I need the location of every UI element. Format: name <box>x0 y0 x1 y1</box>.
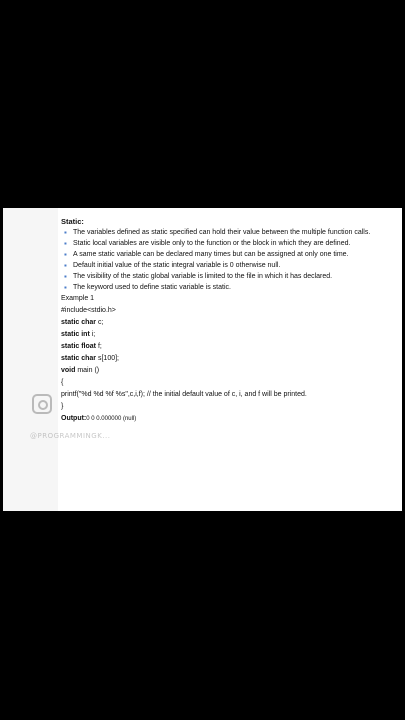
bullet-text: The variables defined as static specified can hold their value between the multiple function calls. <box>73 229 371 236</box>
bullet-icon: ▪ <box>64 261 67 270</box>
bullet-icon: ▪ <box>64 228 67 237</box>
list-item <box>61 229 391 237</box>
bullet-icon: ▪ <box>64 283 67 292</box>
example-label: Example 1 <box>61 295 95 302</box>
bullet-list <box>61 229 391 292</box>
watermark <box>30 392 111 452</box>
output-label: Output: <box>61 415 87 422</box>
bullet-icon: ▪ <box>64 272 67 281</box>
code-printf: printf("%d %d %f %s",c,i,f); // the initial default value of c, i, and f will be printed. <box>61 391 307 398</box>
bullet-text: Default initial value of the static integral variable is 0 otherwise null. <box>73 262 281 269</box>
list-item <box>61 273 391 281</box>
output-line <box>61 415 391 423</box>
code-open-brace: { <box>61 379 64 386</box>
slide <box>3 208 402 511</box>
bullet-icon: ▪ <box>64 239 67 248</box>
list-item <box>61 251 391 259</box>
code-line-5: void main () <box>61 367 100 374</box>
instagram-icon <box>32 394 52 414</box>
list-item <box>61 284 391 292</box>
bullet-text: The keyword used to define static variable is static. <box>73 284 231 291</box>
slide-heading: Static: <box>61 217 84 226</box>
code-include: #include<stdio.h> <box>61 307 116 314</box>
code-close-brace: } <box>61 403 64 410</box>
output-value: 0 0 0.000000 (null) <box>86 416 137 422</box>
list-item <box>61 262 391 270</box>
bullet-icon: ▪ <box>64 250 67 259</box>
bullet-text: The visibility of the static global variable is limited to the file in which it has declared. <box>73 273 333 280</box>
bullet-text: Static local variables are visible only to the function or the block in which they are defined. <box>73 240 351 247</box>
code-line-4: static char s[100]; <box>61 355 119 362</box>
code-line-1: static char c; <box>61 319 104 326</box>
code-line-2: static int i; <box>61 331 96 338</box>
watermark-text: @PROGRAMMINGK... <box>30 432 111 440</box>
code-line-3: static float f; <box>61 343 102 350</box>
bullet-text: A same static variable can be declared many times but can be assigned at only one time. <box>73 251 349 258</box>
list-item <box>61 240 391 248</box>
slide-margin <box>3 208 58 511</box>
slide-content <box>61 218 391 427</box>
